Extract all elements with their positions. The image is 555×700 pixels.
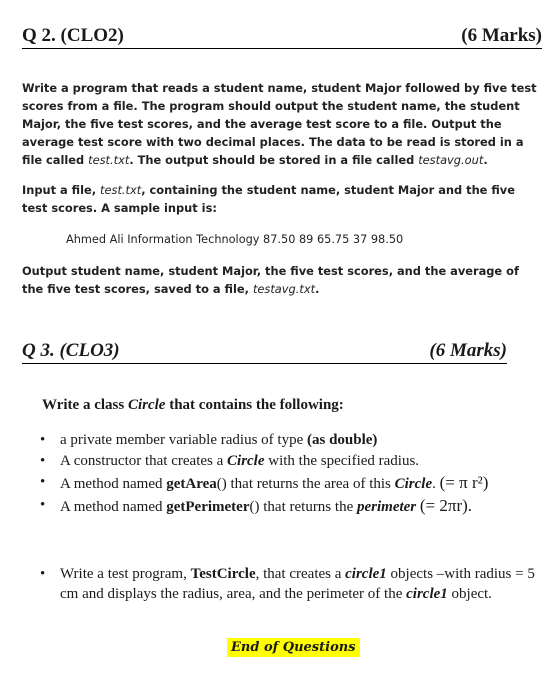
q3-requirements-list bbox=[40, 430, 540, 518]
q3-intro bbox=[42, 396, 344, 414]
q2-title: Q 2. (CLO2) bbox=[22, 25, 124, 46]
q2-heading bbox=[22, 26, 542, 49]
list-item bbox=[40, 430, 540, 451]
q2-input-text-1: Input a file, bbox=[22, 183, 101, 197]
test-text-2: , that creates a bbox=[255, 566, 346, 582]
bullet-3-text-1: A method named bbox=[60, 476, 167, 492]
q2-description bbox=[22, 79, 542, 169]
q2-desc-text-1: Write a program that reads a student name, student Major followed by five test scores from a file. The program should output the student name, the student Major, the five test scores, and the average test score to a file. Output the average test score with two decimal places. The data to be read is stored in a file called bbox=[22, 81, 537, 167]
bullet-1-bold: (as double) bbox=[306, 432, 378, 448]
bullet-1-text: a private member variable radius of type bbox=[60, 432, 307, 448]
test-object-2: circle1 bbox=[406, 586, 448, 602]
q2-input-file: test.txt bbox=[100, 183, 142, 197]
q3-intro-pre: Write a class bbox=[42, 397, 128, 413]
q2-output-file: testavg.txt bbox=[252, 282, 316, 296]
bullet-4-text-2: that returns the bbox=[259, 499, 357, 515]
bullet-2-text-2: with the specified radius. bbox=[264, 453, 420, 469]
bullet-3-text-3: . bbox=[432, 476, 440, 492]
test-program-name: TestCircle bbox=[190, 566, 256, 582]
list-item bbox=[40, 495, 540, 518]
q2-input-filename: test.txt bbox=[88, 153, 130, 167]
q3-test-list bbox=[40, 564, 545, 604]
q2-input-text-2: , containing the student name, student Major and the five test scores. A sample input is: bbox=[22, 183, 515, 215]
test-text-3: objects –with radius = 5 cm and displays the radius, area, and the perimeter of the bbox=[60, 566, 535, 602]
test-text-4: object. bbox=[447, 586, 492, 602]
test-text-1: Write a test program, bbox=[60, 566, 191, 582]
q3-marks: (6 Marks) bbox=[429, 340, 507, 361]
bullet-4-method: getPerimeter bbox=[166, 499, 250, 515]
bullet-3-class: Circle bbox=[394, 476, 433, 492]
q3-heading bbox=[22, 341, 507, 364]
q2-output-text-1: Output student name, student Major, the five test scores, and the average of the five test scores, saved to a file, bbox=[22, 264, 519, 296]
list-item bbox=[40, 451, 540, 472]
q3-intro-class: Circle bbox=[127, 397, 166, 413]
bullet-3-parens: () bbox=[216, 476, 227, 492]
q3-title: Q 3. (CLO3) bbox=[22, 340, 120, 361]
q2-desc-text-2: . The output should be stored in a file called bbox=[129, 153, 419, 167]
q2-output-description bbox=[22, 262, 542, 298]
q3-intro-post: that contains the following: bbox=[165, 397, 344, 413]
bullet-4-parens: () bbox=[249, 499, 260, 515]
bullet-4-text-1: A method named bbox=[60, 499, 167, 515]
perimeter-formula: (= 2πr). bbox=[419, 496, 473, 515]
q2-output-text-2: . bbox=[315, 282, 320, 296]
q2-marks: (6 Marks) bbox=[461, 25, 542, 46]
q2-output-filename: testavg.out bbox=[418, 153, 484, 167]
list-item bbox=[40, 472, 540, 495]
q2-desc-text-3: . bbox=[483, 153, 488, 167]
bullet-3-method: getArea bbox=[166, 476, 217, 492]
area-formula: (= π r²) bbox=[439, 473, 489, 492]
bullet-2-class: Circle bbox=[227, 453, 265, 469]
end-of-questions: End of Questions bbox=[227, 638, 360, 657]
q2-input-description bbox=[22, 181, 542, 217]
bullet-2-text-1: A constructor that creates a bbox=[60, 453, 228, 469]
q2-sample-input: Ahmed Ali Information Technology 87.50 89 65.75 37 98.50 bbox=[66, 233, 404, 246]
bullet-3-text-2: that returns the area of this bbox=[226, 476, 395, 492]
bullet-4-word: perimeter bbox=[356, 499, 417, 515]
list-item bbox=[40, 564, 545, 604]
test-object-1: circle1 bbox=[345, 566, 387, 582]
